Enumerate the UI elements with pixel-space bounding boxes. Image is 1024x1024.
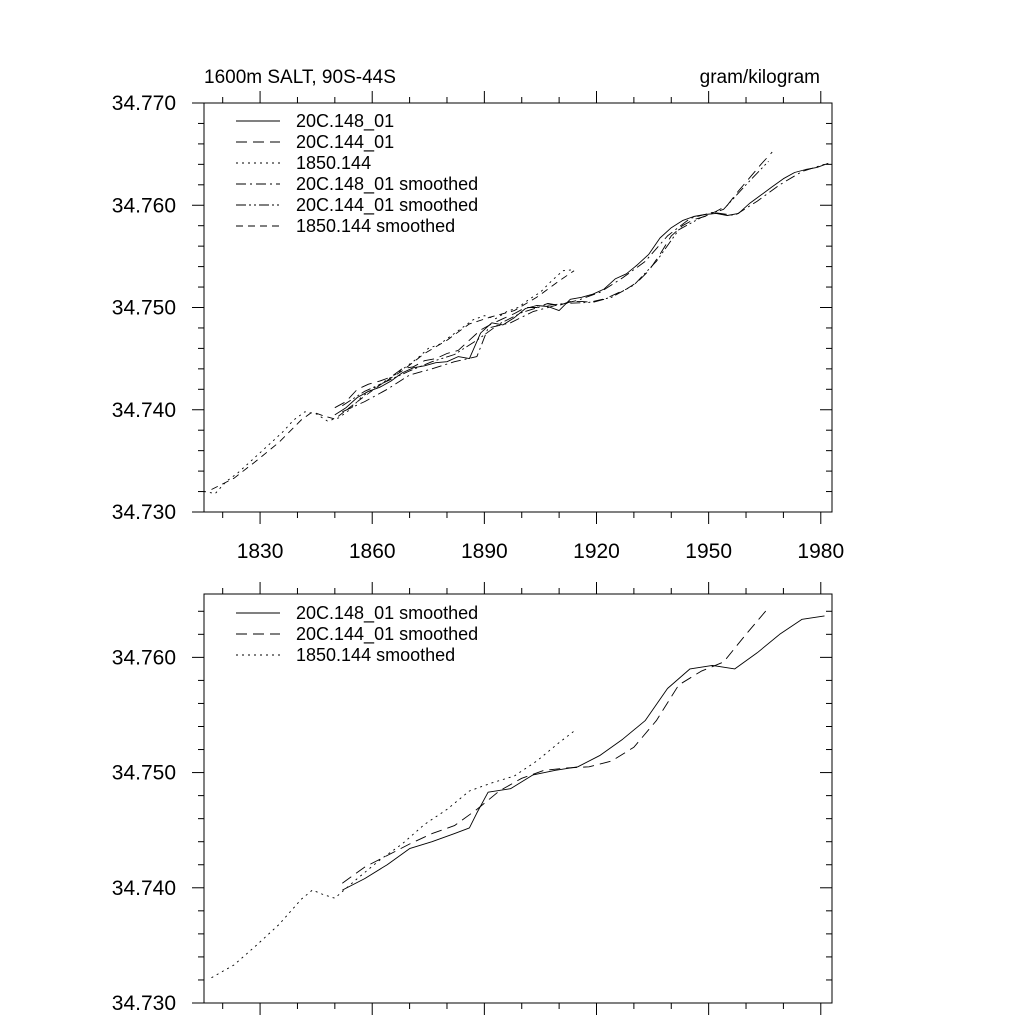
top-panel [112, 67, 844, 563]
legend-label: 20C.148_01 smoothed [296, 603, 479, 623]
chart-title: 1600m SALT, 90S-44S [204, 67, 396, 88]
y-tick-label: 34.750 [111, 296, 176, 320]
legend-label: 1850.144 smoothed [296, 645, 456, 665]
series-line-3 [212, 731, 575, 978]
legend-label: 20C.144_01 smoothed [296, 195, 479, 215]
y-tick-label: 34.760 [111, 194, 176, 218]
bottom-panel [112, 582, 832, 1015]
x-tick-label: 1860 [348, 540, 396, 563]
y-tick-label: 34.750 [111, 761, 176, 785]
legend-label: 1850.144 [296, 153, 372, 173]
legend-label: 1850.144 smoothed [296, 216, 456, 236]
y-tick-label: 34.760 [111, 646, 176, 670]
x-tick-label: 1950 [685, 540, 733, 563]
y-tick-label: 34.730 [111, 501, 176, 524]
y-tick-label: 34.740 [111, 876, 176, 900]
legend-label: 20C.148_01 [296, 111, 395, 131]
units-label: gram/kilogram [699, 67, 820, 88]
y-tick-label: 34.740 [111, 398, 176, 422]
y-tick-label: 34.770 [111, 92, 176, 115]
x-tick-label: 1980 [797, 540, 845, 563]
x-tick-label: 1890 [460, 540, 508, 563]
legend-label: 20C.144_01 [296, 132, 395, 152]
legend-label: 20C.144_01 smoothed [296, 624, 479, 644]
legend-label: 20C.148_01 smoothed [296, 174, 479, 194]
x-tick-label: 1830 [236, 540, 284, 563]
y-tick-label: 34.730 [111, 992, 176, 1015]
x-tick-label: 1920 [573, 540, 620, 563]
